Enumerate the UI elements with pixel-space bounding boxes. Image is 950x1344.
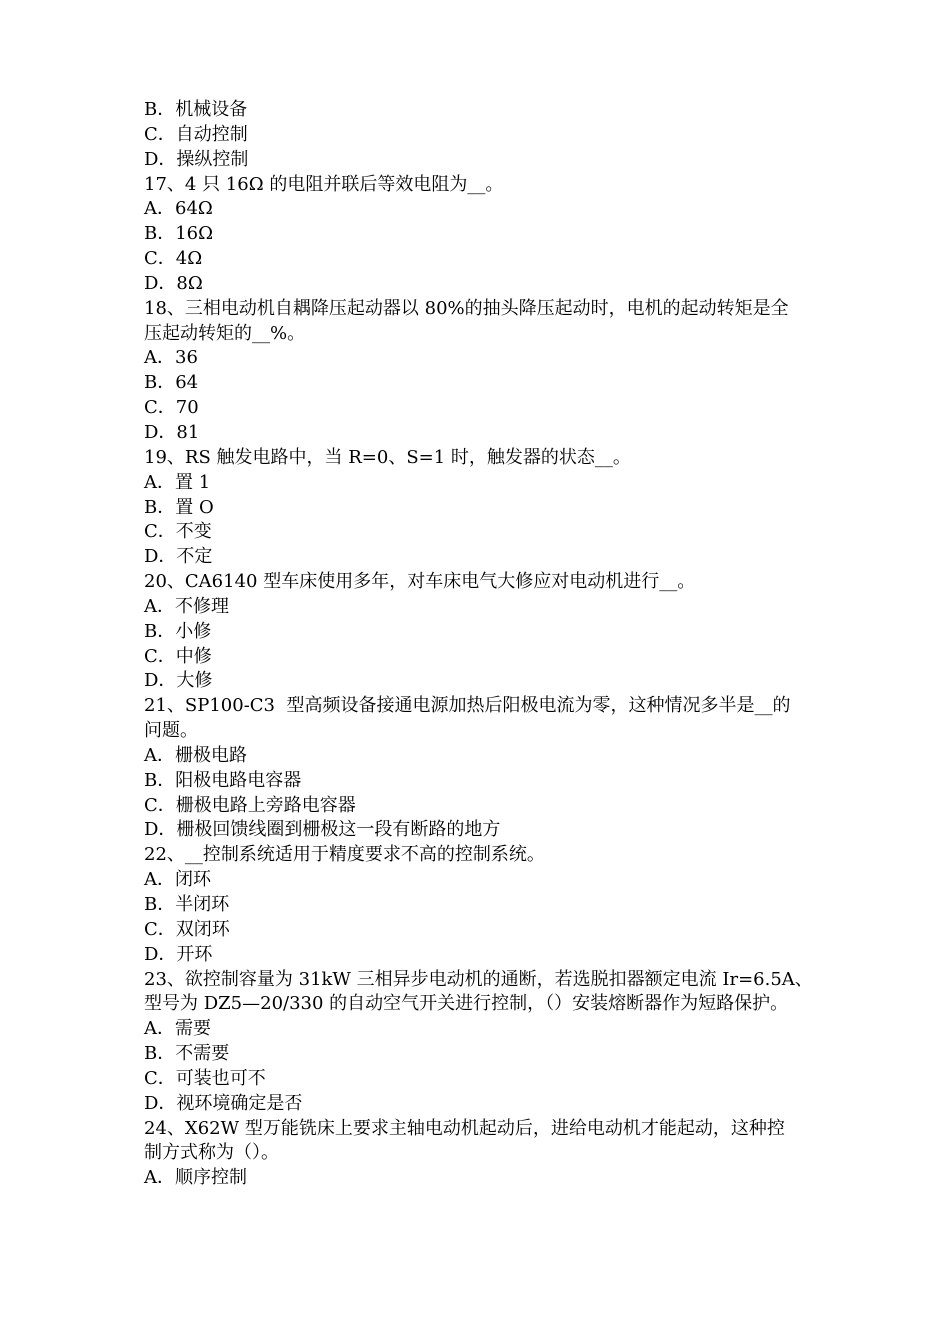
option-c-q21: C．栅极电路上旁路电容器: [144, 794, 356, 816]
option-b-q19: B．置 O: [144, 496, 214, 518]
option-a-q24: A．顺序控制: [144, 1167, 247, 1189]
option-c-q19: C．不变: [144, 521, 212, 543]
question-19: 19、RS 触发电路中，当 R=0、S=1 时，触发器的状态__。: [144, 446, 631, 468]
option-d-q23: D．视环境确定是否: [144, 1092, 303, 1114]
option-d-q19: D．不定: [144, 546, 213, 568]
option-c-q16: C．自动控制: [144, 123, 248, 145]
option-c-q22: C．双闭环: [144, 918, 230, 940]
option-b-q21: B．阳极电路电容器: [144, 769, 302, 791]
question-23-line-1: 23、欲控制容量为 31kW 三相异步电动机的通断，若选脱扣器额定电流 Ir=6.5A、: [144, 968, 813, 990]
question-22: 22、__控制系统适用于精度要求不高的控制系统。: [144, 844, 545, 866]
document-page: [144, 98, 824, 1191]
option-a-q23: A．需要: [144, 1018, 211, 1040]
option-b-q23: B．不需要: [144, 1043, 230, 1065]
option-c-q18: C．70: [144, 397, 199, 419]
option-b-q16: B．机械设备: [144, 99, 248, 120]
question-24-line-1: 24、X62W 型万能铣床上要求主轴电动机起动后，进给电动机才能起动，这种控: [144, 1117, 785, 1139]
option-d-q17: D．8Ω: [144, 272, 203, 294]
option-d-q18: D．81: [144, 421, 200, 443]
option-c-q17: C．4Ω: [144, 248, 203, 270]
question-17: 17、4 只 16Ω 的电阻并联后等效电阻为__。: [144, 173, 504, 195]
option-a-q21: A．栅极电路: [144, 744, 247, 766]
question-20: 20、CA6140 型车床使用多年，对车床电气大修应对电动机进行__。: [144, 571, 696, 593]
question-23-line-2: 型号为 DZ5—20/330 的自动空气开关进行控制，（）安装熔断器作为短路保护。: [144, 993, 789, 1015]
option-d-q20: D．大修: [144, 670, 213, 692]
option-b-q20: B．小修: [144, 620, 212, 642]
option-b-q17: B．16Ω: [144, 223, 214, 245]
option-c-q20: C．中修: [144, 645, 212, 667]
option-a-q20: A．不修理: [144, 595, 229, 617]
option-d-q22: D．开环: [144, 943, 213, 965]
option-d-q16: D．操纵控制: [144, 148, 249, 170]
question-21-line-1: 21、SP100-C3 型高频设备接通电源加热后阳极电流为零，这种情况多半是__的: [144, 695, 791, 717]
option-a-q19: A．置 1: [144, 471, 211, 493]
option-b-q22: B．半闭环: [144, 894, 230, 915]
option-a-q22: A．闭环: [144, 869, 211, 891]
question-21-line-2: 问题。: [144, 720, 198, 742]
option-d-q21: D．栅极回馈线圈到栅极这一段有断路的地方: [144, 819, 501, 841]
question-18-line-1: 18、三相电动机自耦降压起动器以 80%的抽头降压起动时，电机的起动转矩是全: [144, 297, 789, 319]
option-a-q18: A．36: [144, 347, 198, 369]
option-b-q18: B．64: [144, 372, 199, 394]
option-a-q17: A．64Ω: [144, 198, 213, 220]
question-18-line-2: 压起动转矩的__%。: [144, 322, 306, 344]
option-c-q23: C．可装也可不: [144, 1067, 266, 1089]
question-24-line-2: 制方式称为（）。: [144, 1142, 279, 1164]
